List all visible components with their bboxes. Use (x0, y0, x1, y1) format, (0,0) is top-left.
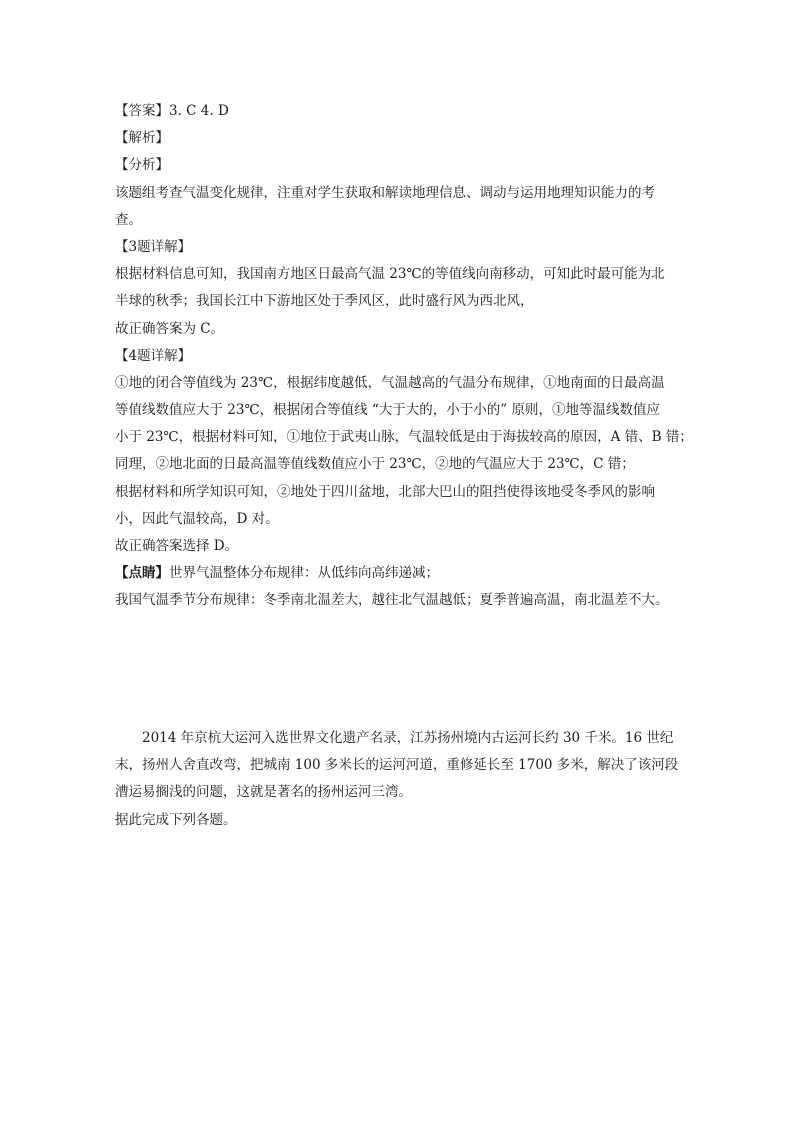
dianjing-label: 【点睛】 (115, 565, 169, 582)
q4-line: ①地的闭合等值线为 23℃，根据纬度越低，气温越高的气温分布规律，①地南面的日最高温 (115, 374, 665, 391)
passage-line: 末，扬州人舍直改弯，把城南 100 多米长的运河河道，重修延长至 1700 多米，解决了该河段 (115, 757, 679, 774)
analysis-heading: 【解析】 (115, 130, 169, 147)
answer-line: 【答案】3. C 4. D (115, 103, 229, 119)
dianjing-text: 世界气温整体分布规律：从低纬向高纬递减； (169, 565, 439, 582)
fenxi-heading: 【分析】 (115, 157, 169, 174)
fenxi-line: 查。 (115, 211, 142, 228)
passage-prompt: 据此完成下列各题。 (115, 811, 237, 828)
q4-line: 故正确答案选择 D。 (115, 538, 239, 554)
passage-line: 2014 年京杭大运河入选世界文化遗产名录，江苏扬州境内古运河长约 30 千米。16 世纪 (142, 730, 674, 746)
passage-line: 漕运易搁浅的问题，这就是著名的扬州运河三湾。 (115, 784, 412, 801)
dianjing-line (115, 560, 685, 587)
answer-section (115, 98, 693, 615)
q3-line: 根据材料信息可知，我国南方地区日最高气温 23℃的等值线向南移动，可知此时最可能为北 (115, 266, 665, 283)
q4-line: 小于 23℃，根据材料可知，①地位于武夷山脉，气温较低是由于海拔较高的原因，A 错、B 错； (115, 429, 693, 446)
dianjing-line-2: 我国气温季节分布规律：冬季南北温差大，越往北气温越低；夏季普遍高温，南北温差不大。 (115, 592, 669, 609)
q3-line: 故正确答案为 C。 (115, 320, 225, 337)
q4-line: 同理，②地北面的日最高温等值线数值应小于 23℃，②地的气温应大于 23℃，C 错； (115, 456, 635, 473)
fenxi-line: 该题组考查气温变化规律，注重对学生获取和解读地理信息、调动与运用地理知识能力的考 (115, 184, 655, 201)
q3-heading: 【3题详解】 (115, 238, 192, 255)
passage-section (115, 725, 685, 834)
q4-line: 根据材料和所学知识可知，②地处于四川盆地，北部大巴山的阻挡使得该地受冬季风的影响 (115, 483, 655, 500)
q3-line: 半球的秋季；我国长江中下游地区处于季风区，此时盛行风为西北风， (115, 293, 534, 310)
q4-heading: 【4题详解】 (115, 347, 192, 364)
q4-line: 等值线数值应大于 23℃，根据闭合等值线 “大于大的，小于小的” 原则，①地等温线数值应 (115, 402, 660, 419)
q4-line: 小，因此气温较高，D 对。 (115, 510, 279, 527)
